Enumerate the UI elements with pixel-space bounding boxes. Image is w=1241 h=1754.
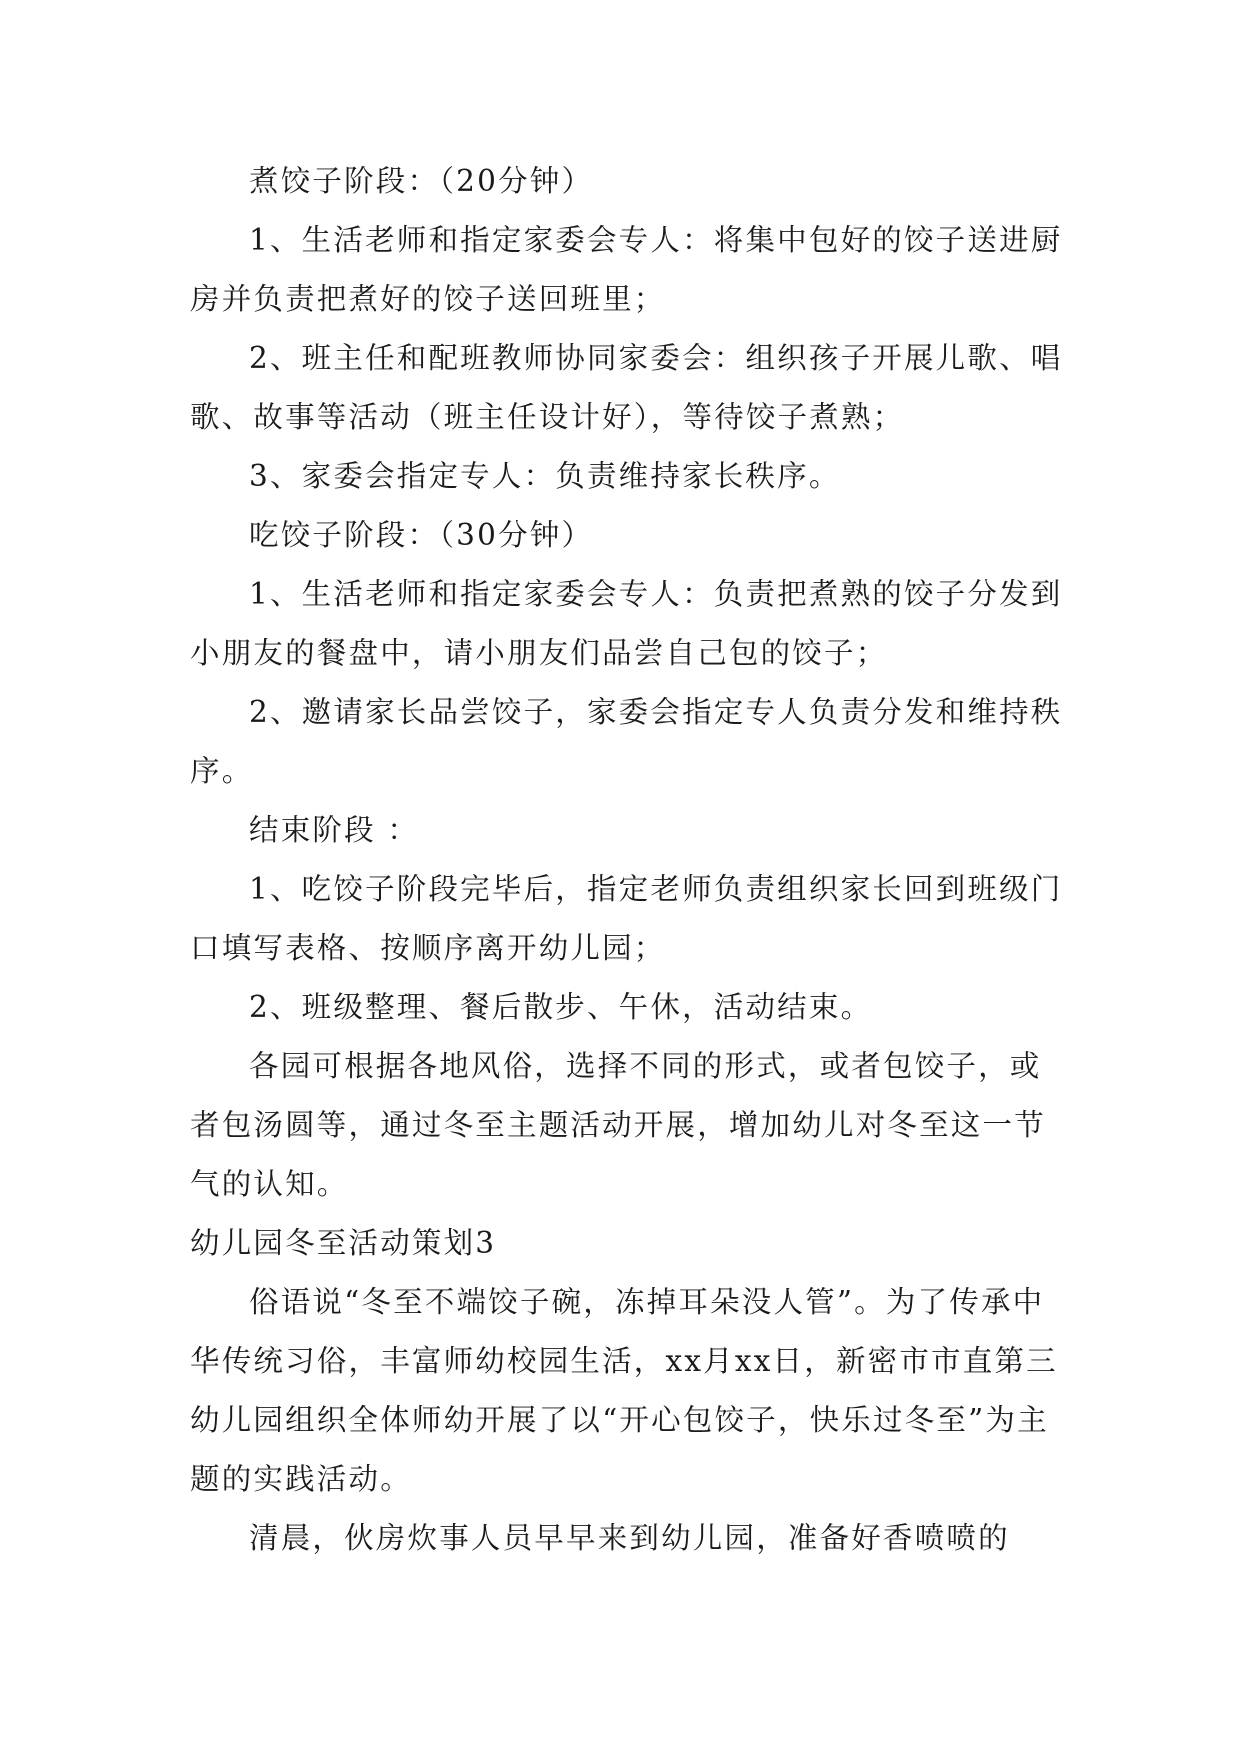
paragraph-boiling-step-1: 1、生活老师和指定家委会专人：将集中包好的饺子送进厨房并负责把煮好的饺子送回班里； bbox=[190, 223, 1063, 316]
document-body bbox=[190, 152, 1070, 1568]
paragraph-intro: 俗语说“冬至不端饺子碗，冻掉耳朵没人管”。为了传承中华传统习俗，丰富师幼校园生活，xx月xx日，新密市市直第三幼儿园组织全体师幼开展了以“开心包饺子，快乐过冬至”为主题的实践活动。 bbox=[190, 1285, 1058, 1496]
paragraph-ending-stage: 结束阶段 ： bbox=[249, 813, 420, 847]
paragraph-eating-stage: 吃饺子阶段：（30分钟） bbox=[249, 518, 594, 552]
paragraph-boiling-step-2: 2、班主任和配班教师协同家委会：组织孩子开展儿歌、唱歌、故事等活动（班主任设计好），等待饺子煮熟； bbox=[190, 341, 1063, 434]
paragraph-eating-step-1: 1、生活老师和指定家委会专人：负责把煮熟的饺子分发到小朋友的餐盘中，请小朋友们品尝自己包的饺子； bbox=[190, 577, 1063, 670]
paragraph-ending-step-2: 2、班级整理、餐后散步、午休，活动结束。 bbox=[249, 990, 873, 1024]
paragraph-ending-step-1: 1、吃饺子阶段完毕后，指定老师负责组织家长回到班级门口填写表格、按顺序离开幼儿园； bbox=[190, 872, 1063, 965]
section-heading: 幼儿园冬至活动策划3 bbox=[190, 1226, 497, 1260]
paragraph-boiling-stage: 煮饺子阶段：（20分钟） bbox=[249, 164, 594, 198]
paragraph-morning: 清晨，伙房炊事人员早早来到幼儿园，准备好香喷喷的 bbox=[249, 1521, 1010, 1555]
paragraph-eating-step-2: 2、邀请家长品尝饺子，家委会指定专人负责分发和维持秩序。 bbox=[190, 695, 1063, 788]
paragraph-boiling-step-3: 3、家委会指定专人：负责维持家长秩序。 bbox=[249, 459, 841, 493]
paragraph-summary: 各园可根据各地风俗，选择不同的形式，或者包饺子，或者包汤圆等，通过冬至主题活动开展，增加幼儿对冬至这一节气的认知。 bbox=[190, 1049, 1046, 1201]
